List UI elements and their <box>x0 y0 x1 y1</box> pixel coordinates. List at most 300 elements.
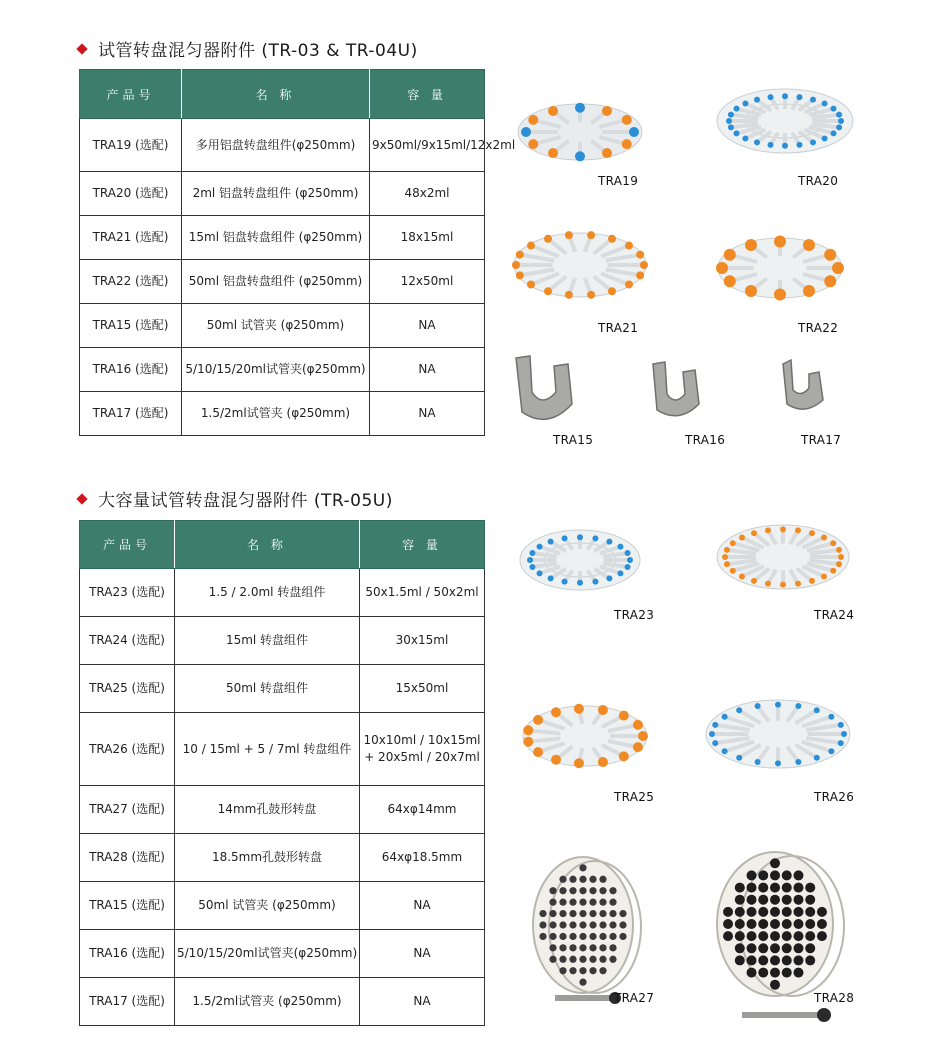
cell-code: TRA20 (选配) <box>80 172 182 216</box>
drum-hole-mark <box>609 910 616 917</box>
drum-hole-mark <box>599 876 606 883</box>
section2-table <box>79 520 485 1026</box>
tube-cap-mark <box>822 135 828 141</box>
cell-name: 15ml 铝盘转盘组件 (φ250mm) <box>182 216 370 260</box>
tube-cap-mark <box>528 115 538 125</box>
tube-cap-mark <box>533 747 543 757</box>
drum-hole-mark <box>589 933 596 940</box>
cell-code: TRA17 (选配) <box>80 392 182 436</box>
section1-title <box>78 36 418 61</box>
rotor-photo-tra25 <box>505 680 665 780</box>
tube-cap-mark <box>521 127 531 137</box>
cell-capacity: 48x2ml <box>370 172 485 216</box>
drum-hole-mark <box>793 968 803 978</box>
drum-hole-mark <box>793 870 803 880</box>
drum-hole-mark <box>793 883 803 893</box>
tube-cap-mark <box>592 579 598 585</box>
tube-cap-mark <box>795 581 801 587</box>
drum-hole-mark <box>599 956 606 963</box>
tube-cap-mark <box>810 97 816 103</box>
tube-cap-mark <box>768 142 774 148</box>
section2-title-text: 大容量试管转盘混匀器附件 (TR-05U) <box>98 491 393 511</box>
drum-hole-mark <box>782 943 792 953</box>
tube-cap-mark <box>830 540 836 546</box>
tube-cap-mark <box>830 130 836 136</box>
tube-cap-mark <box>529 550 535 556</box>
cell-code: TRA16 (选配) <box>80 930 175 978</box>
tube-cap-mark <box>765 581 771 587</box>
drum-hole-mark <box>782 870 792 880</box>
drum-hole-mark <box>805 907 815 917</box>
drum-hole-mark <box>805 919 815 929</box>
drum-hole-mark <box>559 944 566 951</box>
drum-hole-mark <box>758 943 768 953</box>
drum-hole-mark <box>805 931 815 941</box>
drum-hole-mark <box>549 944 556 951</box>
tube-cap-mark <box>755 703 761 709</box>
drum-hole-mark <box>782 895 792 905</box>
drum-hole-mark <box>549 933 556 940</box>
cell-code: TRA19 (选配) <box>80 119 182 172</box>
cell-name: 5/10/15/20ml试管夹(φ250mm) <box>175 930 360 978</box>
drum-hole-mark <box>782 968 792 978</box>
drum-hole-mark <box>589 899 596 906</box>
drum-hole-mark <box>770 968 780 978</box>
table-row <box>80 119 485 172</box>
tube-cap-mark <box>828 714 834 720</box>
tube-cap-mark <box>527 242 535 250</box>
tube-cap-mark <box>830 568 836 574</box>
drum-hole-mark <box>579 967 586 974</box>
drum-hole-mark <box>793 907 803 917</box>
cell-code: TRA24 (选配) <box>80 617 175 665</box>
drum-hole-mark <box>559 876 566 883</box>
tube-cap-mark <box>736 755 742 761</box>
drum-hole-mark <box>609 944 616 951</box>
tube-cap-mark <box>533 715 543 725</box>
drum-hole-mark <box>609 933 616 940</box>
drum-hole-mark <box>758 955 768 965</box>
table-row <box>80 348 485 392</box>
section1-title-text: 试管转盘混匀器附件 (TR-03 & TR-04U) <box>98 41 418 61</box>
tube-cap-mark <box>774 236 786 248</box>
table-row <box>80 260 485 304</box>
drum-hole-mark <box>793 895 803 905</box>
cell-capacity: NA <box>360 978 485 1026</box>
tube-cap-mark <box>625 564 631 570</box>
drum-hole-mark <box>747 943 757 953</box>
rotor-photo-tra22 <box>700 210 860 315</box>
cell-capacity: 30x15ml <box>360 617 485 665</box>
tube-cap-mark <box>602 106 612 116</box>
cell-capacity: 10x10ml / 10x15ml + 20x5ml / 20x7ml <box>360 713 485 786</box>
drum-hole-mark <box>609 899 616 906</box>
tube-cap-mark <box>821 574 827 580</box>
tube-cap-mark <box>636 251 644 259</box>
tube-cap-mark <box>608 235 616 243</box>
drum-hole-mark <box>817 931 827 941</box>
drum-hole-mark <box>559 967 566 974</box>
tube-cap-mark <box>730 540 736 546</box>
drum-hole-mark <box>559 899 566 906</box>
drum-hole-mark <box>569 921 576 928</box>
table-row <box>80 930 485 978</box>
tube-cap-mark <box>751 530 757 536</box>
section1-table <box>79 69 516 436</box>
tube-cap-mark <box>592 535 598 541</box>
table-row <box>80 172 485 216</box>
tube-cap-mark <box>841 731 847 737</box>
table-row <box>80 617 485 665</box>
drum-hole-mark <box>589 910 596 917</box>
drum-hole-mark <box>793 919 803 929</box>
drum-hole-mark <box>579 887 586 894</box>
drum-hole-mark <box>579 921 586 928</box>
tube-cap-mark <box>745 239 757 251</box>
cell-capacity: 50x1.5ml / 50x2ml <box>360 569 485 617</box>
tube-cap-mark <box>617 570 623 576</box>
tube-cap-mark <box>577 580 583 586</box>
drum-hole-mark <box>599 944 606 951</box>
drum-hole-mark <box>782 919 792 929</box>
tube-cap-mark <box>709 731 715 737</box>
photo-label: TRA15 <box>553 433 594 447</box>
tube-cap-mark <box>544 235 552 243</box>
drum-hole-mark <box>817 919 827 929</box>
drum-hole-mark <box>549 887 556 894</box>
tube-cap-mark <box>640 261 648 269</box>
cell-code: TRA16 (选配) <box>80 348 182 392</box>
drum-hole-mark <box>609 956 616 963</box>
drum-hole-mark <box>549 956 556 963</box>
drum-hole-mark <box>579 956 586 963</box>
tube-cap-mark <box>529 564 535 570</box>
drum-hole-mark <box>599 899 606 906</box>
tube-cap-mark <box>523 737 533 747</box>
photo-label: TRA19 <box>598 174 639 188</box>
drum-hole-mark <box>723 919 733 929</box>
drum-hole-mark <box>599 887 606 894</box>
tube-cap-mark <box>780 582 786 588</box>
tube-cap-mark <box>814 707 820 713</box>
tube-cap-mark <box>742 135 748 141</box>
tube-cap-mark <box>730 568 736 574</box>
tube-cap-mark <box>565 291 573 299</box>
red-diamond-bullet-icon <box>76 43 87 54</box>
tube-cap-mark <box>619 711 629 721</box>
cell-code: TRA27 (选配) <box>80 786 175 834</box>
drum-hole-mark <box>609 887 616 894</box>
table-row <box>80 392 485 436</box>
tube-cap-mark <box>716 262 728 274</box>
header-capacity: 容 量 <box>360 521 485 569</box>
drum-hole-mark <box>758 895 768 905</box>
tube-cap-mark <box>608 287 616 295</box>
drum-hole-mark <box>579 979 586 986</box>
tube-cap-mark <box>728 112 734 118</box>
cell-name: 14mm孔鼓形转盘 <box>175 786 360 834</box>
cell-capacity: 64xφ18.5mm <box>360 834 485 882</box>
tube-cap-mark <box>548 148 558 158</box>
cell-capacity: 9x50ml/9x15ml/12x2ml <box>370 119 485 172</box>
tube-cap-mark <box>809 578 815 584</box>
tube-cap-mark <box>828 748 834 754</box>
drum-hole-mark <box>569 956 576 963</box>
cell-capacity: 12x50ml <box>370 260 485 304</box>
tube-cap-mark <box>528 139 538 149</box>
tube-cap-mark <box>722 714 728 720</box>
drum-hole-mark <box>735 955 745 965</box>
cell-code: TRA28 (选配) <box>80 834 175 882</box>
tube-cap-mark <box>724 561 730 567</box>
tube-cap-mark <box>633 720 643 730</box>
tube-cap-mark <box>577 534 583 540</box>
tube-cap-mark <box>765 527 771 533</box>
cell-capacity: NA <box>370 392 485 436</box>
cell-name: 1.5/2ml试管夹 (φ250mm) <box>175 978 360 1026</box>
cell-name: 15ml 转盘组件 <box>175 617 360 665</box>
cell-name: 18.5mm孔鼓形转盘 <box>175 834 360 882</box>
drum-hole-mark <box>589 921 596 928</box>
tube-cap-mark <box>722 554 728 560</box>
tube-cap-mark <box>587 231 595 239</box>
tube-cap-mark <box>810 139 816 145</box>
tube-cap-mark <box>537 570 543 576</box>
drum-hole-mark <box>758 883 768 893</box>
tube-cap-mark <box>734 130 740 136</box>
drum-hole-mark <box>569 910 576 917</box>
tube-cap-mark <box>822 101 828 107</box>
cell-name: 5/10/15/20ml试管夹(φ250mm) <box>182 348 370 392</box>
drum-hole-mark <box>549 921 556 928</box>
drum-hole-mark <box>539 921 546 928</box>
tube-cap-mark <box>544 287 552 295</box>
drum-hole-mark <box>589 956 596 963</box>
drum-hole-mark <box>782 907 792 917</box>
tube-cap-mark <box>824 249 836 261</box>
tube-cap-mark <box>782 143 788 149</box>
tube-cap-mark <box>736 707 742 713</box>
photo-label: TRA26 <box>814 790 855 804</box>
tube-cap-mark <box>742 101 748 107</box>
photo-label: TRA16 <box>685 433 726 447</box>
drum-hole-mark <box>817 907 827 917</box>
drum-hole-mark <box>747 968 757 978</box>
tube-cap-mark <box>606 539 612 545</box>
drum-hole-mark <box>782 931 792 941</box>
drum-hole-mark <box>793 955 803 965</box>
drum-hole-mark <box>805 955 815 965</box>
cell-code: TRA25 (选配) <box>80 665 175 713</box>
tube-cap-mark <box>622 139 632 149</box>
rotor-photo-tra19 <box>505 70 655 170</box>
cell-name: 50ml 试管夹 (φ250mm) <box>182 304 370 348</box>
drum-hole-mark <box>559 887 566 894</box>
drum-hole-mark <box>559 910 566 917</box>
tube-cap-mark <box>598 705 608 715</box>
drum-hole-mark <box>599 967 606 974</box>
drum-hole-mark <box>539 933 546 940</box>
tube-cap-mark <box>795 527 801 533</box>
drum-hole-mark <box>549 899 556 906</box>
cell-capacity: 18x15ml <box>370 216 485 260</box>
tube-cap-mark <box>629 127 639 137</box>
drum-hole-mark <box>569 899 576 906</box>
tube-cap-mark <box>574 758 584 768</box>
tube-cap-mark <box>551 755 561 765</box>
tube-cap-mark <box>751 578 757 584</box>
tube-cap-mark <box>636 271 644 279</box>
drum-hole-mark <box>579 876 586 883</box>
tube-cap-mark <box>824 275 836 287</box>
tube-cap-mark <box>836 561 842 567</box>
header-capacity: 容 量 <box>370 70 485 119</box>
drum-hole-mark <box>805 883 815 893</box>
header-code: 产品号 <box>80 70 182 119</box>
tube-cap-mark <box>551 707 561 717</box>
tube-cap-mark <box>803 285 815 297</box>
drum-hole-mark <box>539 910 546 917</box>
tube-cap-mark <box>724 249 736 261</box>
drum-hole-mark <box>735 883 745 893</box>
drum-hole-mark <box>559 921 566 928</box>
tube-cap-mark <box>838 740 844 746</box>
drum-hole-mark <box>758 870 768 880</box>
tube-cap-mark <box>754 139 760 145</box>
cell-name: 多用铝盘转盘组件(φ250mm) <box>182 119 370 172</box>
tube-cap-mark <box>516 251 524 259</box>
drum-hole-mark <box>599 910 606 917</box>
photo-label: TRA28 <box>814 991 855 1005</box>
drum-hole-mark <box>747 955 757 965</box>
drum-hole-mark <box>747 870 757 880</box>
cell-code: TRA21 (选配) <box>80 216 182 260</box>
cell-name: 50ml 转盘组件 <box>175 665 360 713</box>
tube-cap-mark <box>838 118 844 124</box>
drum-hole-mark <box>782 955 792 965</box>
table-row <box>80 882 485 930</box>
tube-cap-mark <box>754 97 760 103</box>
tube-cap-mark <box>836 112 842 118</box>
drum-hole-mark <box>770 895 780 905</box>
cell-code: TRA15 (选配) <box>80 304 182 348</box>
photo-label: TRA21 <box>598 321 639 335</box>
tube-cap-mark <box>755 759 761 765</box>
cell-capacity: 64xφ14mm <box>360 786 485 834</box>
tube-cap-mark <box>838 554 844 560</box>
drum-hole-mark <box>569 967 576 974</box>
tube-cap-mark <box>565 231 573 239</box>
rotor-photo-tra23 <box>515 515 645 600</box>
tube-cap-mark <box>625 242 633 250</box>
tube-cap-mark <box>795 703 801 709</box>
tube-cap-mark <box>587 291 595 299</box>
drum-hole-mark <box>758 968 768 978</box>
tube-cap-mark <box>527 557 533 563</box>
drum-hole-mark <box>619 933 626 940</box>
tube-cap-mark <box>745 285 757 297</box>
tube-cap-mark <box>803 239 815 251</box>
drum-hole-mark <box>559 933 566 940</box>
tube-cap-mark <box>780 526 786 532</box>
tube-cap-mark <box>814 755 820 761</box>
drum-hole-mark <box>549 910 556 917</box>
photo-label: TRA20 <box>798 174 839 188</box>
drum-hole-mark <box>770 858 780 868</box>
drum-hole-mark <box>569 933 576 940</box>
drum-hole-mark <box>793 931 803 941</box>
tube-cap-mark <box>796 142 802 148</box>
cell-code: TRA22 (选配) <box>80 260 182 304</box>
red-diamond-bullet-icon <box>76 493 87 504</box>
cell-name: 1.5/2ml试管夹 (φ250mm) <box>182 392 370 436</box>
drum-hole-mark <box>735 943 745 953</box>
cell-code: TRA15 (选配) <box>80 882 175 930</box>
tube-cap-mark <box>598 757 608 767</box>
header-name: 名 称 <box>182 70 370 119</box>
tube-cap-mark <box>795 759 801 765</box>
drum-hole-mark <box>569 887 576 894</box>
drum-hole-mark <box>747 883 757 893</box>
tube-cap-mark <box>724 275 736 287</box>
clip-photo-tra16 <box>645 358 710 428</box>
tube-cap-mark <box>836 124 842 130</box>
tube-cap-mark <box>768 94 774 100</box>
tube-cap-mark <box>838 722 844 728</box>
tube-cap-mark <box>562 535 568 541</box>
table-row <box>80 713 485 786</box>
header-name: 名 称 <box>175 521 360 569</box>
drum-hole-mark <box>747 919 757 929</box>
drum-hole-mark <box>770 955 780 965</box>
drum-hole-mark <box>619 910 626 917</box>
drum-hole-mark <box>579 933 586 940</box>
drum-hole-mark <box>579 910 586 917</box>
tube-cap-mark <box>722 748 728 754</box>
cell-capacity: NA <box>370 304 485 348</box>
table-row <box>80 834 485 882</box>
drum-hole-mark <box>589 887 596 894</box>
drum-hole-mark <box>619 921 626 928</box>
tube-cap-mark <box>622 115 632 125</box>
table-row <box>80 569 485 617</box>
drum-hole-mark <box>559 956 566 963</box>
drum-hole-mark <box>579 944 586 951</box>
tube-cap-mark <box>537 544 543 550</box>
tube-cap-mark <box>836 547 842 553</box>
tube-cap-mark <box>734 106 740 112</box>
tube-cap-mark <box>575 151 585 161</box>
rotor-photo-tra24 <box>705 505 860 600</box>
tube-cap-mark <box>516 271 524 279</box>
tube-cap-mark <box>625 550 631 556</box>
table-row <box>80 665 485 713</box>
tube-cap-mark <box>832 262 844 274</box>
drum-hole-mark <box>747 907 757 917</box>
drum-hole-mark <box>805 895 815 905</box>
tube-cap-mark <box>638 731 648 741</box>
drum-hole-mark <box>770 870 780 880</box>
clip-photo-tra15 <box>508 352 578 427</box>
table-row <box>80 786 485 834</box>
drum-hole-mark <box>735 919 745 929</box>
tube-cap-mark <box>548 575 554 581</box>
drum-hole-mark <box>579 899 586 906</box>
drum-hole-mark <box>589 967 596 974</box>
table-header-row <box>80 521 485 569</box>
drum-hole-mark <box>735 895 745 905</box>
cell-code: TRA23 (选配) <box>80 569 175 617</box>
